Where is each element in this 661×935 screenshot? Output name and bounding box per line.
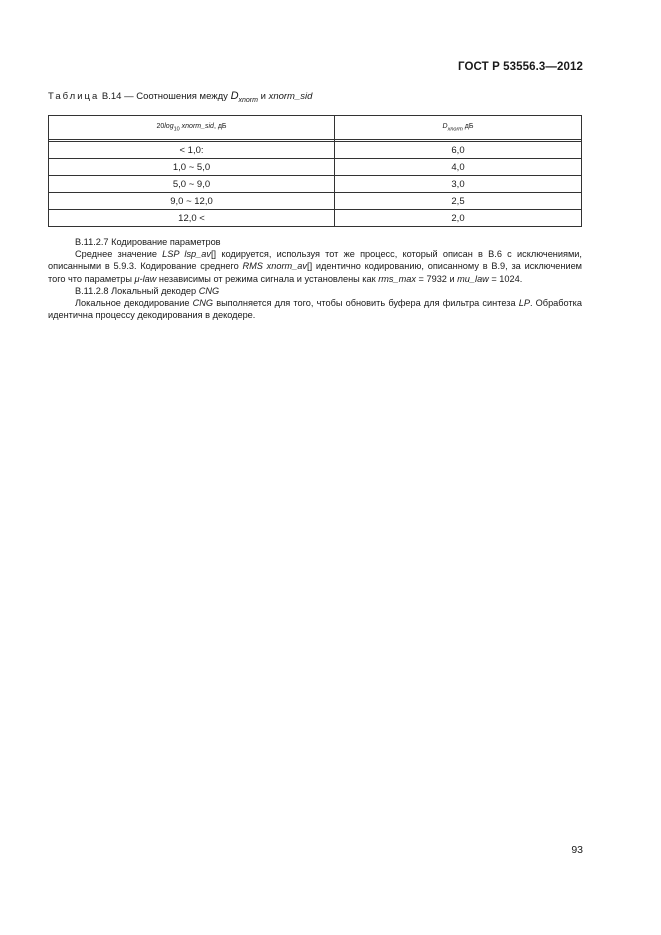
paragraph-b1128: Локальное декодирование CNG выполняется для того, чтобы обновить буфера для фильтра синтеза LP. Обработка идентична процессу декодирования в декодере. xyxy=(48,298,583,321)
value-cell: 3,0 xyxy=(335,176,582,193)
ratio-table xyxy=(48,115,582,227)
paragraph-b1127: Среднее значение LSP lsp_av[] кодируется, используя тот же процесс, который описан в В.6 с исключениями, описанными в 5.9.3. Кодирование среднего RMS xnorm_av[] идентично кодированию, описанному в В.9, за исключением того что параметры μ-law независимы от режима сигнала и установлены как rms_max = 7932 и mu_law = 1024. xyxy=(48,249,582,284)
col-header-db: $20\log_{10}$ xnorm_sid, дБ xyxy=(49,116,335,140)
caption-and: и xyxy=(257,91,269,102)
range-cell: < 1,0: xyxy=(49,142,335,159)
table-row xyxy=(49,176,582,193)
caption-number: В.14 — Соотношения между xyxy=(101,91,231,102)
table-header-row xyxy=(49,116,582,140)
range-cell: 1,0 ~ 5,0 xyxy=(49,159,335,176)
caption-d: D xyxy=(230,90,239,102)
range-cell: 9,0 ~ 12,0 xyxy=(49,193,335,210)
range-cell: 12,0 < xyxy=(49,210,335,227)
body-text xyxy=(48,236,582,321)
caption-var: xnorm_sid xyxy=(268,91,313,102)
value-cell: 4,0 xyxy=(335,159,582,176)
value-cell: 2,0 xyxy=(335,210,582,227)
heading-b1128: В.11.2.8 Локальный декодер CNG xyxy=(75,285,220,296)
range-cell: 5,0 ~ 9,0 xyxy=(49,176,335,193)
table-caption xyxy=(48,90,312,104)
value-cell: 2,5 xyxy=(335,193,582,210)
table-row xyxy=(49,159,582,176)
table-row xyxy=(49,142,582,159)
heading-b1127: В.11.2.7 Кодирование параметров xyxy=(75,237,221,247)
caption-d-sub: xnorm xyxy=(238,96,258,104)
standard-header: ГОСТ Р 53556.3—2012 xyxy=(458,61,583,73)
table-row xyxy=(49,193,582,210)
table-row xyxy=(49,210,582,227)
page-number: 93 xyxy=(571,844,583,856)
caption-prefix: Таблица xyxy=(48,91,100,102)
value-cell: 6,0 xyxy=(335,142,582,159)
col-header-dxnorm: $D_{xnorm}$ дБ xyxy=(335,116,582,140)
